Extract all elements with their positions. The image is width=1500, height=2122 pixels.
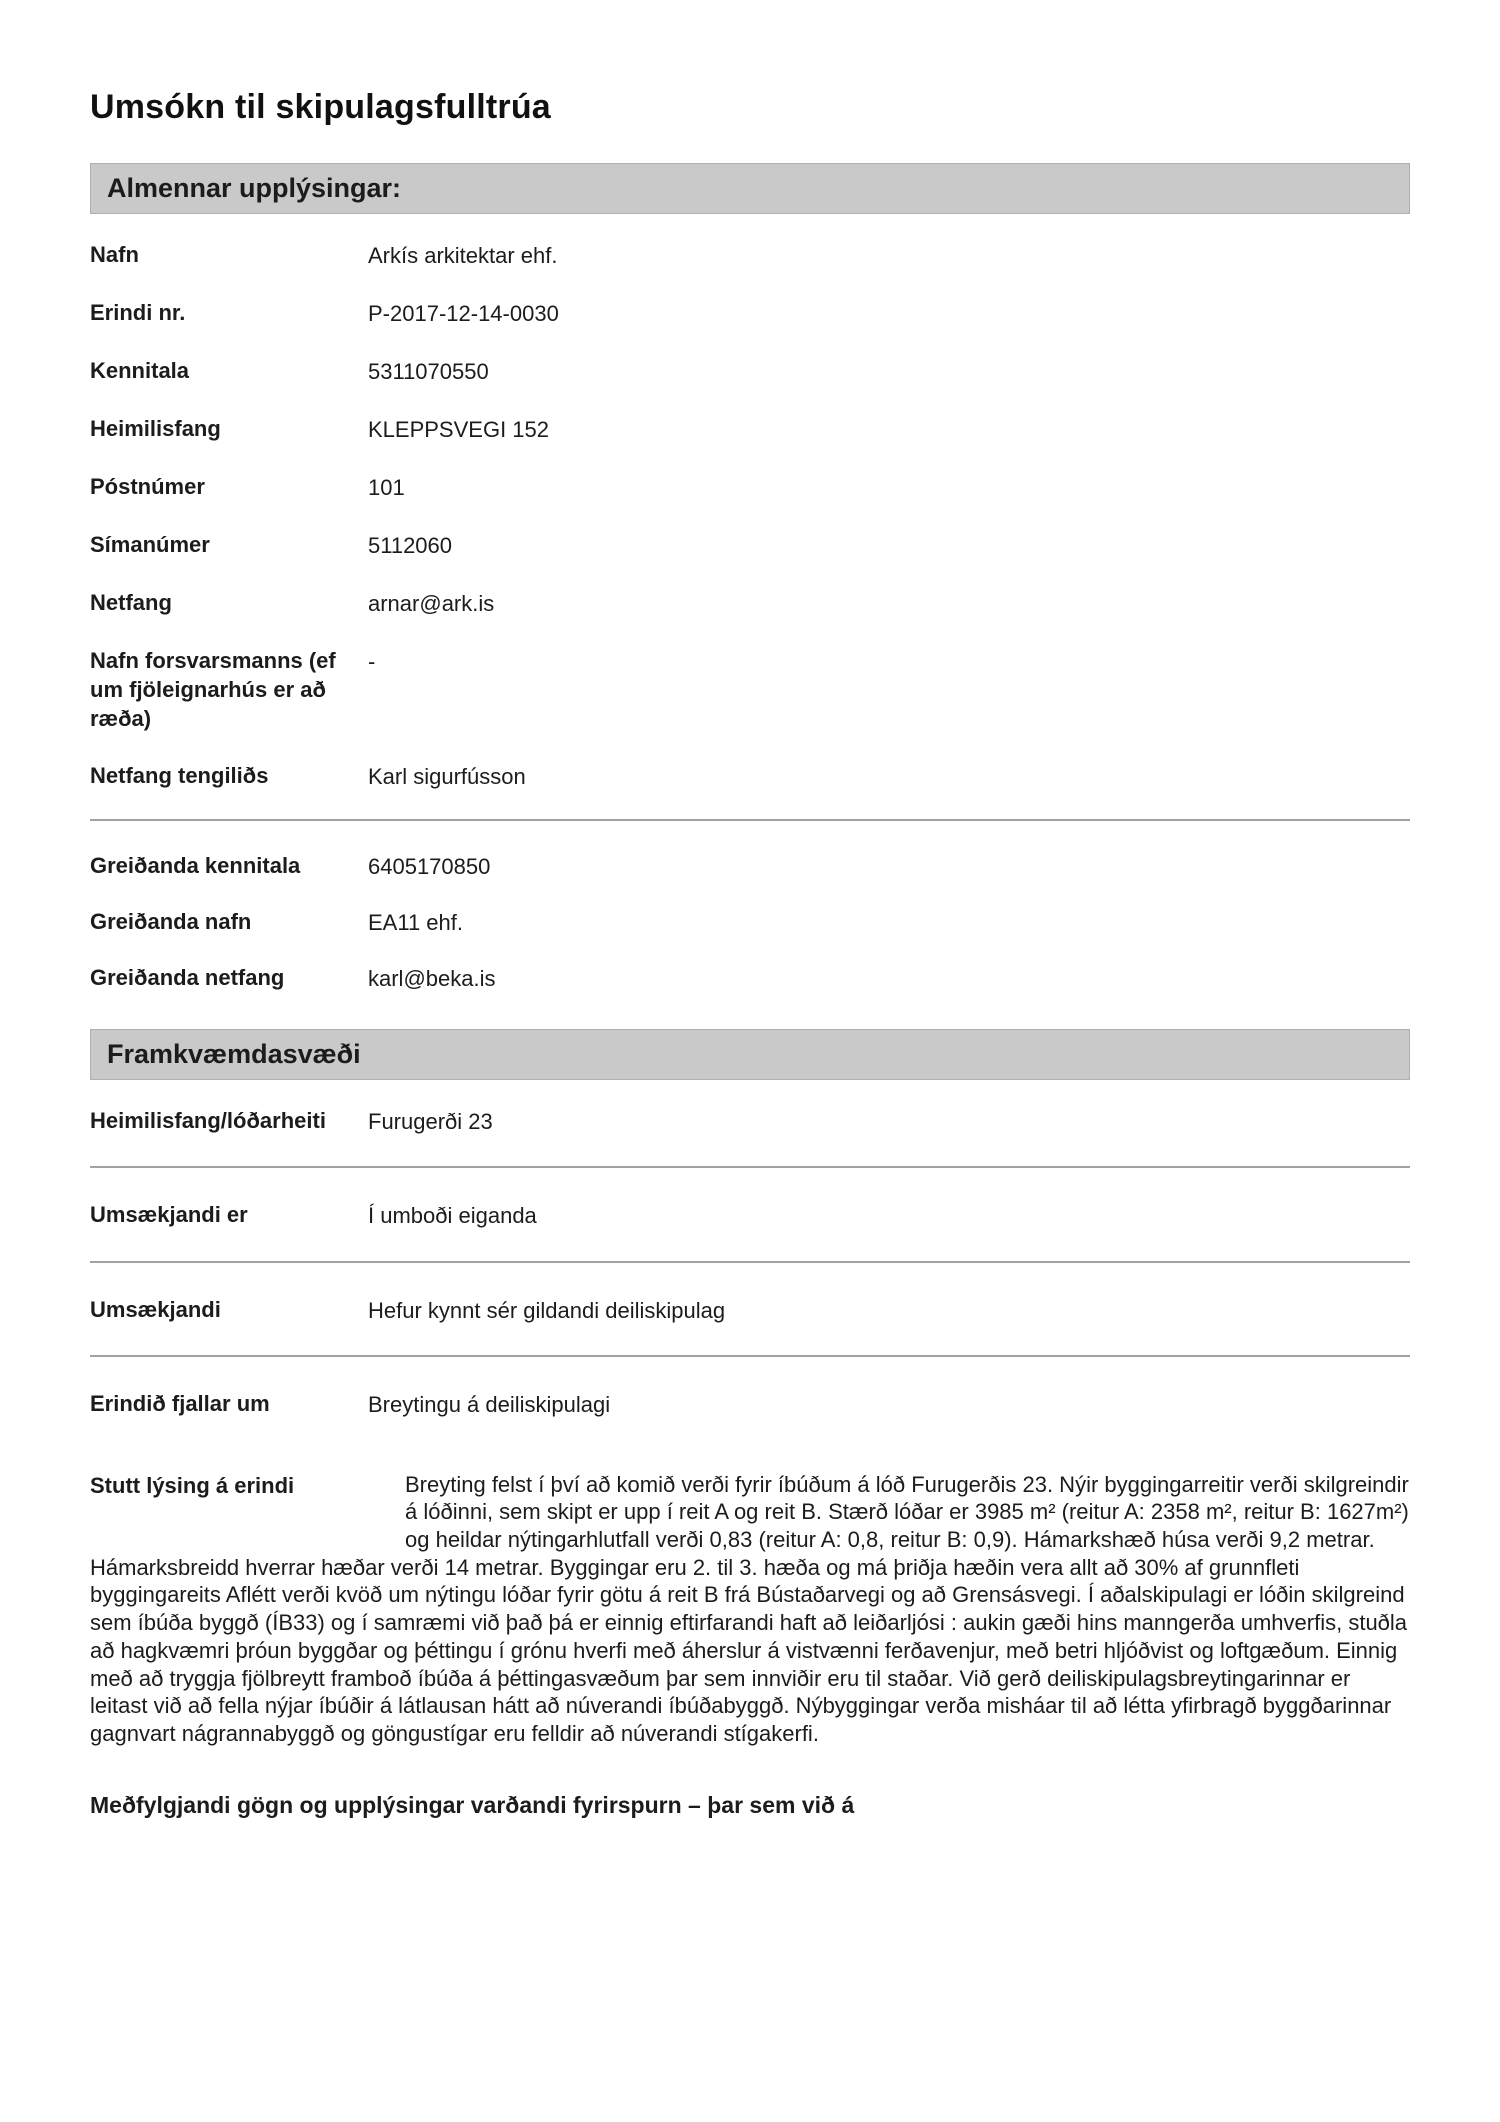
field-value: arnar@ark.is [368,591,495,617]
field-greidanda-netfang [90,963,1410,993]
field-label: Umsækjandi er [90,1202,248,1228]
field-value: 5311070550 [368,359,489,385]
field-label: Greiðanda nafn [90,909,252,935]
field-value: 6405170850 [368,854,491,880]
field-value: EA11 ehf. [368,910,463,936]
field-label: Stutt lýsing á erindi [90,1472,295,1498]
row-divider [90,1261,1410,1263]
field-label: Nafn [90,242,139,267]
field-label: Netfang [90,590,172,616]
field-label: Umsækjandi [90,1296,221,1322]
row-divider [90,1355,1410,1357]
field-heimilisfang [90,414,1410,444]
field-label: Kennitala [90,358,190,384]
spacer [90,1419,1410,1463]
field-nafn [90,240,1410,270]
field-value: 5112060 [368,533,453,559]
field-value: Breytingu á deiliskipulagi [368,1391,611,1417]
field-value: Karl sigurfússon [368,764,526,790]
field-netfang [90,588,1410,618]
field-label: Póstnúmer [90,474,205,500]
field-value: P-2017-12-14-0030 [368,301,559,327]
field-erindid-fjallar-um [90,1389,1410,1419]
field-label: Greiðanda netfang [90,965,285,991]
field-nafn-forsvarsmanns [90,646,1410,733]
field-value: - [368,649,376,675]
field-umsaekjandi-er [90,1200,1410,1230]
field-erindi-nr [90,298,1410,328]
field-label: Heimilisfang/lóðarheiti [90,1108,326,1134]
payer-fields [90,851,1410,993]
section-header-general: Almennar upplýsingar: [90,163,1410,214]
field-value: karl@beka.is [368,966,496,992]
field-value: Hefur kynnt sér gildandi deiliskipulag [368,1297,726,1323]
field-label: Nafn forsvarsmanns (ef um fjöleignarhús er að ræða) [90,648,336,732]
field-simanumer [90,530,1410,560]
section-project [90,1029,1410,1818]
field-label: Símanúmer [90,532,210,558]
field-value: Furugerði 23 [368,1109,493,1135]
row-divider [90,1166,1410,1168]
field-label: Erindi nr. [90,300,186,326]
field-label: Greiðanda kennitala [90,853,301,879]
section-header-project: Framkvæmdasvæði [90,1029,1410,1080]
section-divider [90,819,1410,821]
field-kennitala [90,356,1410,386]
page-title: Umsókn til skipulagsfulltrúa [90,88,551,126]
field-label: Heimilisfang [90,416,221,442]
field-postnumer [90,472,1410,502]
field-umsaekjandi [90,1295,1410,1325]
attachments-heading: Meðfylgjandi gögn og upplýsingar varðandi fyrirspurn – þar sem við á [90,1791,855,1818]
description-text: Breyting felst í því að komið verði fyrir íbúðum á lóð Furugerðis 23. Nýir byggingarreitir verði skilgreindir á lóðinni, sem skipt er upp í reit A og reit B. Stærð lóðar er 3985 m² (reitur A: 2358 m², reitur B: 1627m²) og heildar nýtingarhlutfall verði 0,83 (reitur A: 0,8, reitur B: 0,9). Hámarkshæð húsa verði 9,2 metrar. Hámarksbreidd hverrar hæðar verði 14 metrar. Byggingar eru 2. til 3. hæða og má þriðja hæðin vera allt að 30% af grunnfleti byggingareits Aflétt verði kvöð um nýtingu lóðar fyrir götu á reit B frá Bústaðarvegi og að Grensásvegi. Í aðalskipulagi er lóðin skilgreind sem íbúða byggð (ÍB33) og í samræmi við það þá er einnig eftirfarandi haft að leiðarljósi : aukin gæði hins manngerða umhverfis, stuðla að hagkvæmri þróun byggðar og þéttingu í grónu hverfi með áherslur á vistvænni ferðavenjur, með betri hljóðvist og loftgæðum. Einnig með að tryggja fjölbreytt framboð íbúða á þéttingasvæðum þar sem innviðir eru til staðar. Við gerð deiliskipulagsbreytingarinnar er leitast við að fella nýjar íbúðir á látlausan hátt að núverandi íbúðabyggð. Nýbyggingar verða misháar til að létta yfirbragð byggðarinnar gagnvart nágrannabyggð og göngustígar eru felldir að núverandi stígakerfi. [90,1471,1409,1747]
field-lodarheiti [90,1106,1410,1136]
field-value: Arkís arkitektar ehf. [368,243,558,268]
field-value: 101 [368,475,405,501]
field-stutt-lysing [90,1471,1410,1748]
field-netfang-tengilids [90,761,1410,791]
field-value: Í umboði eiganda [368,1203,537,1229]
field-label: Erindið fjallar um [90,1390,270,1416]
general-fields [90,240,1410,791]
field-greidanda-kennitala [90,851,1410,881]
field-greidanda-nafn [90,907,1410,937]
field-label: Netfang tengiliðs [90,763,269,789]
field-value: KLEPPSVEGI 152 [368,417,549,443]
